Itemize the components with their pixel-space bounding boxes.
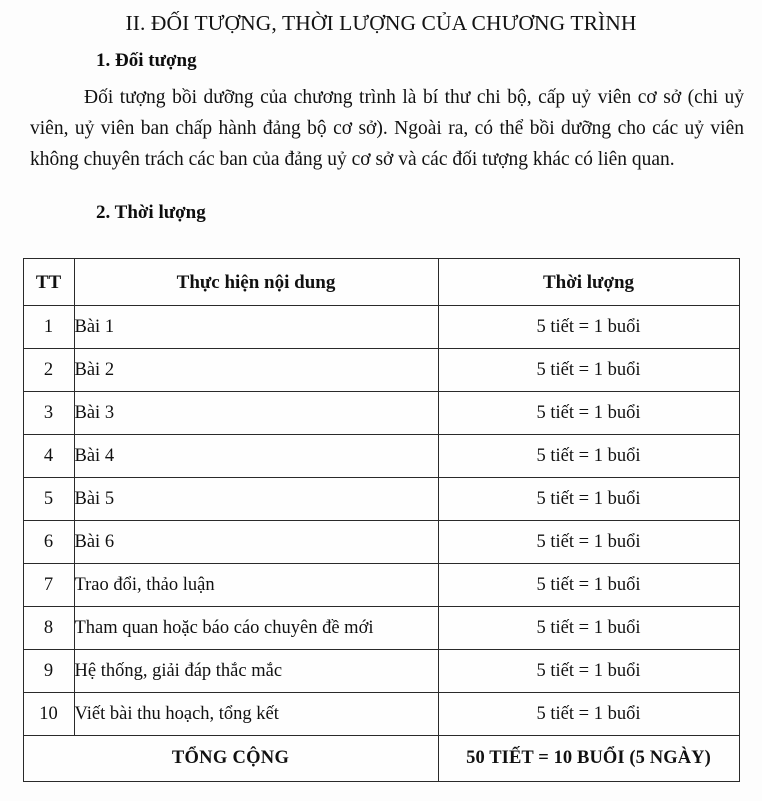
total-label: TỔNG CỘNG — [23, 736, 438, 782]
table-row — [23, 564, 739, 607]
table-row — [23, 693, 739, 736]
table-row — [23, 650, 739, 693]
cell-tt: 3 — [23, 392, 74, 435]
table-row — [23, 392, 739, 435]
cell-tt: 4 — [23, 435, 74, 478]
cell-content: Hệ thống, giải đáp thắc mắc — [74, 650, 438, 693]
table-header-row — [23, 259, 739, 306]
cell-content: Viết bài thu hoạch, tổng kết — [74, 693, 438, 736]
cell-content: Bài 5 — [74, 478, 438, 521]
table-row — [23, 607, 739, 650]
cell-duration: 5 tiết = 1 buổi — [438, 435, 739, 478]
cell-content: Bài 1 — [74, 306, 438, 349]
cell-content: Tham quan hoặc báo cáo chuyên đề mới — [74, 607, 438, 650]
section-paragraph-audience: Đối tượng bồi dưỡng của chương trình là bí thư chi bộ, cấp uỷ viên cơ sở (chi uỷ viên, uỷ viên ban chấp hành đảng bộ cơ sở). Ngoài ra, có thể bồi dưỡng cho các uỷ viên không chuyên trách các ban của đảng uỷ cơ sở và các đối tượng khác có liên quan. — [30, 86, 744, 170]
section-heading-audience: 1. Đối tượng — [96, 49, 197, 71]
cell-content: Bài 4 — [74, 435, 438, 478]
section-heading-duration: 2. Thời lượng — [96, 201, 206, 223]
cell-content: Bài 3 — [74, 392, 438, 435]
column-header-tt: TT — [23, 259, 74, 306]
cell-duration: 5 tiết = 1 buổi — [438, 693, 739, 736]
table-row — [23, 349, 739, 392]
table-body — [23, 306, 739, 736]
cell-content: Bài 2 — [74, 349, 438, 392]
table-row — [23, 521, 739, 564]
total-value: 50 TIẾT = 10 BUỔI (5 NGÀY) — [438, 736, 739, 782]
table-row — [23, 478, 739, 521]
cell-tt: 2 — [23, 349, 74, 392]
cell-tt: 9 — [23, 650, 74, 693]
schedule-table-container — [0, 224, 762, 782]
cell-tt: 6 — [23, 521, 74, 564]
cell-duration: 5 tiết = 1 buổi — [438, 392, 739, 435]
table-row — [23, 306, 739, 349]
table-total-row — [23, 736, 739, 782]
cell-tt: 8 — [23, 607, 74, 650]
cell-duration: 5 tiết = 1 buổi — [438, 478, 739, 521]
table-row — [23, 435, 739, 478]
cell-duration: 5 tiết = 1 buổi — [438, 349, 739, 392]
cell-content: Trao đổi, thảo luận — [74, 564, 438, 607]
cell-duration: 5 tiết = 1 buổi — [438, 607, 739, 650]
schedule-table — [23, 258, 740, 782]
cell-tt: 1 — [23, 306, 74, 349]
cell-tt: 5 — [23, 478, 74, 521]
cell-duration: 5 tiết = 1 buổi — [438, 564, 739, 607]
table-footer — [23, 736, 739, 782]
cell-tt: 10 — [23, 693, 74, 736]
cell-duration: 5 tiết = 1 buổi — [438, 650, 739, 693]
column-header-duration: Thời lượng — [438, 259, 739, 306]
cell-duration: 5 tiết = 1 buổi — [438, 521, 739, 564]
column-header-content: Thực hiện nội dung — [74, 259, 438, 306]
page-title: II. ĐỐI TƯỢNG, THỜI LƯỢNG CỦA CHƯƠNG TRÌNH — [125, 11, 637, 35]
table-header — [23, 259, 739, 306]
cell-duration: 5 tiết = 1 buổi — [438, 306, 739, 349]
cell-content: Bài 6 — [74, 521, 438, 564]
cell-tt: 7 — [23, 564, 74, 607]
